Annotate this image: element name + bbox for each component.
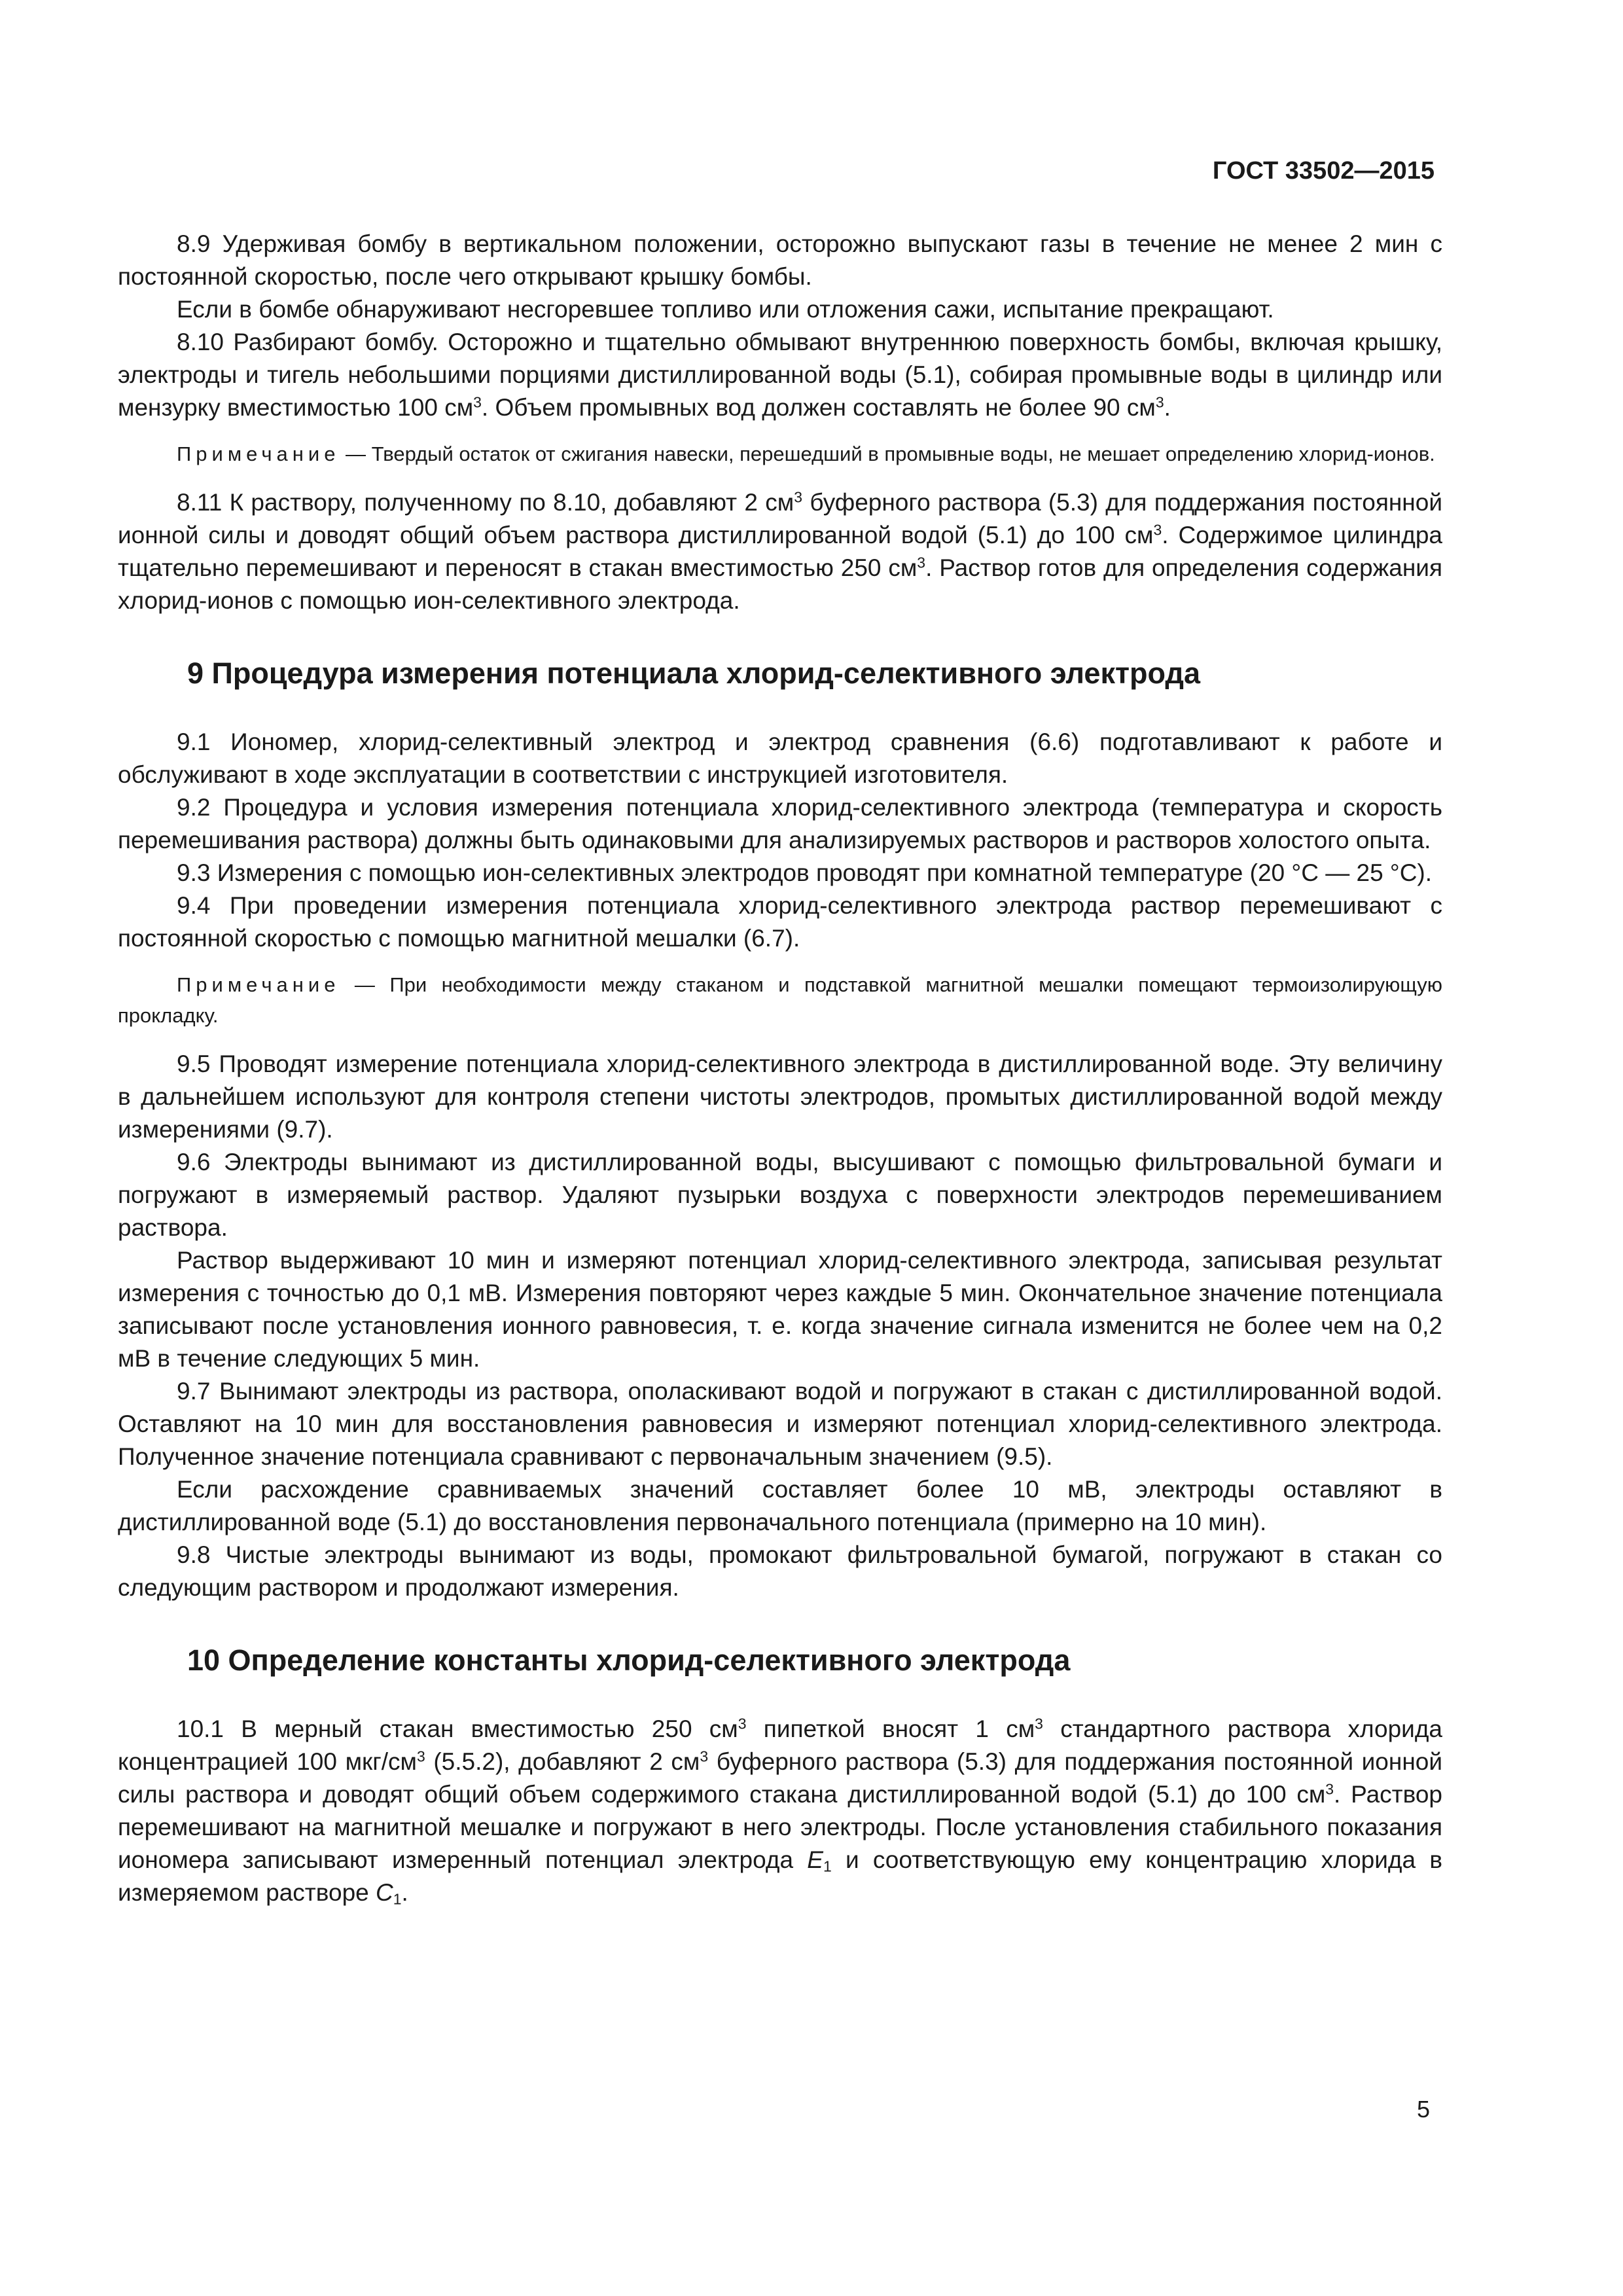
note-label: Примечание [177, 973, 340, 996]
paragraph-8-9-continued: Если в бомбе обнаруживают несгоревшее топливо или отложения сажи, испытание прекращают. [177, 296, 1274, 323]
text-run: . Раствор перемешивают на магнитной мешалке и погружают в него электроды. После установления стабильного показания иономера записывают измеренный потенциал электрода [118, 1781, 1442, 1873]
paragraph-8-9: 8.9 Удерживая бомбу в вертикальном положении, осторожно выпускают газы в течение не менее 2 мин с постоянной скоростью, после чего открывают крышку бомбы. [118, 230, 1442, 290]
paragraph-8-10 [118, 326, 1442, 424]
superscript: 3 [1155, 393, 1164, 411]
superscript: 3 [917, 554, 926, 571]
paragraph-9-7: 9.7 Вынимают электроды из раствора, ополаскивают водой и погружают в стакан с дистиллированной водой. Оставляют на 10 мин для восстановления равновесия и измеряют потенциал хлорид-селективного электрода. Полученное значение потенциала сравнивают с первоначальным значением (9.5). [118, 1378, 1442, 1470]
page-number: 5 [1416, 2096, 1430, 2123]
superscript: 3 [700, 1748, 709, 1765]
subscript: 1 [393, 1890, 402, 1908]
paragraph-9-5: 9.5 Проводят измерение потенциала хлорид-селективного электрода в дистиллированной воде. Эту величину в дальнейшем используют для контроля степени чистоты электродов, промытых дистиллированной водой между измерениями (9.7). [118, 1050, 1442, 1143]
paragraph-9-2: 9.2 Процедура и условия измерения потенциала хлорид-селективного электрода (температура и скорость перемешивания раствора) должны быть одинаковыми для анализируемых растворов и растворов холостого опыта. [118, 794, 1442, 853]
text-run: . [401, 1879, 408, 1906]
text-run: 10.1 В мерный стакан вместимостью 250 см [177, 1715, 738, 1742]
text-run: стандартного раствора хлорида концентрацией 100 мкг/см [118, 1715, 1442, 1775]
text-run: . [1164, 394, 1171, 421]
superscript: 3 [738, 1715, 747, 1732]
superscript: 3 [1035, 1715, 1043, 1732]
paragraph-9-6: 9.6 Электроды вынимают из дистиллированной воды, высушивают с помощью фильтровальной бумаги и погружают в измеряемый раствор. Удаляют пузырьки воздуха с поверхности электродов перемешиванием раствора. [118, 1149, 1442, 1241]
subscript: 1 [823, 1857, 832, 1875]
text-run: . Объем промывных вод должен составлять не более 90 см [481, 394, 1156, 421]
paragraph-10-1 [118, 1713, 1442, 1909]
note-1 [118, 439, 1442, 469]
paragraph-9-6-continued: Раствор выдерживают 10 мин и измеряют потенциал хлорид-селективного электрода, записывая результат измерения с точностью до 0,1 мВ. Измерения повторяют через каждые 5 мин. Окончательное значение потенциала записывают после установления ионного равновесия, т. е. когда значение сигнала изменится не более чем на 0,2 мВ в течение следующих 5 мин. [118, 1247, 1442, 1372]
note-text: — Твердый остаток от сжигания навески, перешедший в промывные воды, не мешает определению хлорид-ионов. [340, 442, 1435, 465]
text-run: пипеткой вносят 1 см [746, 1715, 1035, 1742]
text-run: буферного раствора (5.3) для поддержания постоянной ионной силы раствора и доводят общий объем содержимого стакана дистиллированной водой (5.1) до 100 см [118, 1748, 1442, 1808]
symbol-e: E [807, 1846, 823, 1873]
text-run: и соответствующую ему концентрацию хлорида в измеряемом растворе [118, 1846, 1442, 1906]
section-10-heading: 10 Определение константы хлорид-селективного электрода [187, 1643, 1071, 1677]
paragraph-8-11 [118, 486, 1442, 617]
paragraph-9-1: 9.1 Иономер, хлорид-селективный электрод и электрод сравнения (6.6) подготавливают к работе и обслуживают в ходе эксплуатации в соответствии с инструкцией изготовителя. [118, 728, 1442, 788]
note-text: — При необходимости между стаканом и подставкой магнитной мешалки помещают термоизолирующую прокладку. [118, 973, 1442, 1027]
note-2 [118, 969, 1442, 1031]
superscript: 3 [794, 488, 803, 506]
page-content [118, 228, 1442, 1909]
text-run: буферного раствора (5.3) для поддержания постоянной ионной силы и доводят общий объем раствора дистиллированной водой (5.1) до 100 см [118, 489, 1442, 548]
paragraph-9-8: 9.8 Чистые электроды вынимают из воды, промокают фильтровальной бумагой, погружают в стакан со следующим раствором и продолжают измерения. [118, 1541, 1442, 1601]
superscript: 3 [1325, 1780, 1334, 1798]
standard-header: ГОСТ 33502—2015 [1212, 157, 1435, 185]
note-label: Примечание [177, 442, 340, 465]
paragraph-9-3: 9.3 Измерения с помощью ион-селективных электродов проводят при комнатной температуре (20 °C — 25 °C). [177, 859, 1433, 886]
text-run: 8.10 Разбирают бомбу. Осторожно и тщательно обмывают внутреннюю поверхность бомбы, включая крышку, электроды и тигель небольшими порциями дистиллированной воды (5.1), собирая промывные воды в цилиндр или мензурку вместимостью 100 см [118, 329, 1442, 421]
text-run: . Раствор готов для определения содержания хлорид-ионов с помощью ион-селективного электрода. [118, 554, 1442, 614]
text-run: . Содержимое цилиндра тщательно перемешивают и переносят в стакан вместимостью 250 см [118, 522, 1442, 581]
section-9-heading: 9 Процедура измерения потенциала хлорид-селективного электрода [187, 656, 1200, 690]
superscript: 3 [473, 393, 482, 411]
text-run: (5.5.2), добавляют 2 см [425, 1748, 700, 1775]
symbol-c: C [376, 1879, 393, 1906]
paragraph-9-4: 9.4 При проведении измерения потенциала хлорид-селективного электрода раствор перемешивают с постоянной скоростью с помощью магнитной мешалки (6.7). [118, 892, 1442, 952]
superscript: 3 [416, 1748, 425, 1765]
text-run: 8.11 К раствору, полученному по 8.10, добавляют 2 см [177, 489, 794, 516]
superscript: 3 [1153, 521, 1162, 539]
paragraph-9-7-continued: Если расхождение сравниваемых значений составляет более 10 мВ, электроды оставляют в дистиллированной воде (5.1) до восстановления первоначального потенциала (примерно на 10 мин). [118, 1476, 1442, 1535]
